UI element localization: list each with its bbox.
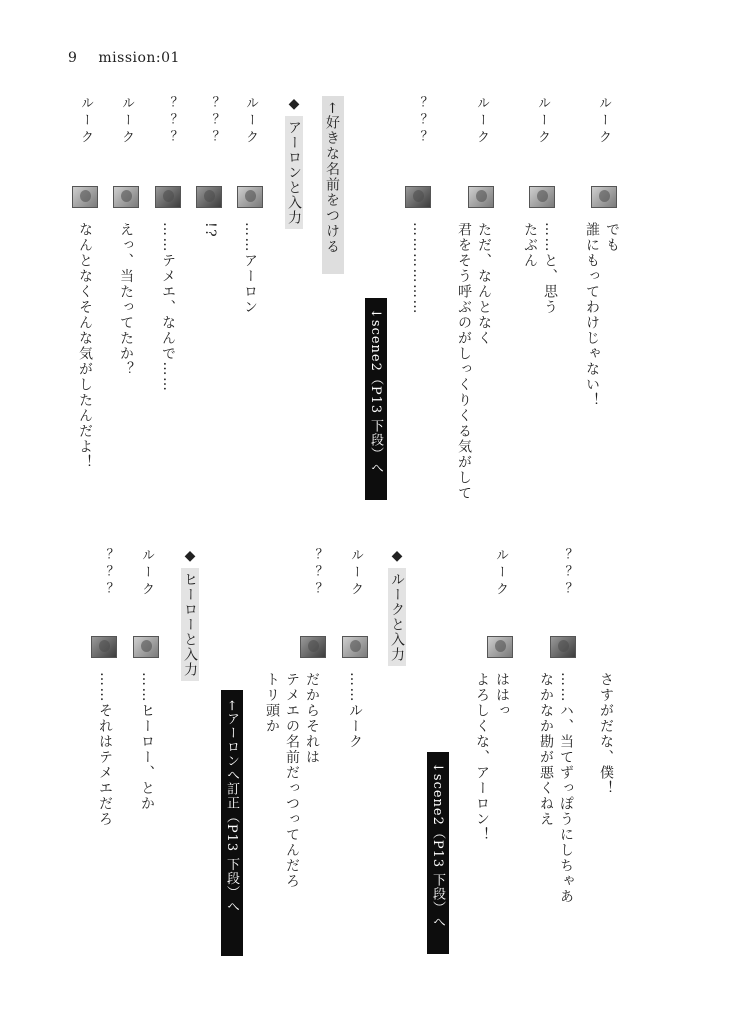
dialogue-text: でも 誰にもってわけじゃない！ [584, 222, 620, 408]
speaker-name: ？？？ [203, 96, 218, 147]
correction-jump-link[interactable]: ←アーロンへ訂正（P13 下段）へ [221, 690, 243, 956]
dialogue-text: ……それはテメエだろ [97, 672, 113, 827]
speaker-name: ？？？ [556, 548, 571, 599]
section-heading: ◆ヒーローと入力 [178, 548, 202, 681]
speaker-name: ルーク [348, 548, 363, 599]
character-portrait [91, 636, 117, 658]
diamond-icon: ◆ [389, 548, 405, 565]
speaker-name: ルーク [535, 96, 550, 147]
dialogue-text: なんとなくそんな気がしたんだよ！ [77, 222, 93, 470]
dialogue-text: さすがだな、僕！ [598, 672, 614, 796]
character-portrait [468, 186, 494, 208]
dialogue-text: ただ、なんとなく 君をそう呼ぶのがしっくりくる気がして [456, 222, 492, 501]
dialogue-text: ……アーロン [242, 222, 258, 315]
scene-jump-link[interactable]: ↓scene2（P13 下段）へ [365, 298, 387, 500]
scene-jump-link[interactable]: ↓scene2（P13 下段）へ [427, 752, 449, 954]
character-portrait [342, 636, 368, 658]
character-portrait [155, 186, 181, 208]
character-portrait [133, 636, 159, 658]
diamond-icon: ◆ [286, 96, 302, 113]
speaker-name: ルーク [493, 548, 508, 599]
dialogue-text: ……………… [410, 222, 426, 315]
speaker-name: ルーク [119, 96, 134, 147]
name-entry-prompt: ←好きな名前をつける [322, 96, 344, 274]
speaker-name: ルーク [596, 96, 611, 147]
character-portrait [113, 186, 139, 208]
speaker-name: ルーク [474, 96, 489, 147]
character-portrait [72, 186, 98, 208]
speaker-name: ルーク [243, 96, 258, 147]
speaker-name: ？？？ [97, 548, 112, 599]
dialogue-text: だからそれは テメエの名前だっつってんだろ トリ頭か [264, 672, 320, 889]
speaker-name: ？？？ [161, 96, 176, 147]
dialogue-text: ……ヒーロー、とか [139, 672, 155, 812]
character-portrait [300, 636, 326, 658]
dialogue-text: ……ハ、当てずっぽうにしちゃあ なかなか勘が悪くねえ [538, 672, 574, 905]
page-header [68, 50, 180, 66]
character-portrait [196, 186, 222, 208]
character-portrait [237, 186, 263, 208]
dialogue-text: えっ、当たってたか？ [118, 222, 134, 377]
character-portrait [487, 636, 513, 658]
speaker-name: ルーク [139, 548, 154, 599]
dialogue-text: !? [202, 222, 218, 239]
character-portrait [529, 186, 555, 208]
character-portrait [405, 186, 431, 208]
character-portrait [550, 636, 576, 658]
speaker-name: ルーク [78, 96, 93, 147]
chapter-title: mission:01 [98, 50, 180, 66]
diamond-icon: ◆ [182, 548, 198, 565]
dialogue-text: ……と、思う たぶん [522, 222, 558, 315]
page-number: 9 [68, 50, 78, 66]
dialogue-text: ははっ よろしくな、アーロン！ [474, 672, 510, 843]
speaker-name: ？？？ [411, 96, 426, 147]
section-heading: ◆アーロンと入力 [282, 96, 306, 229]
dialogue-text: ……ルーク [347, 672, 363, 750]
character-portrait [591, 186, 617, 208]
dialogue-text: ……テメエ、なんで…… [160, 222, 176, 393]
section-heading: ◆ルークと入力 [385, 548, 409, 666]
speaker-name: ？？？ [306, 548, 321, 599]
